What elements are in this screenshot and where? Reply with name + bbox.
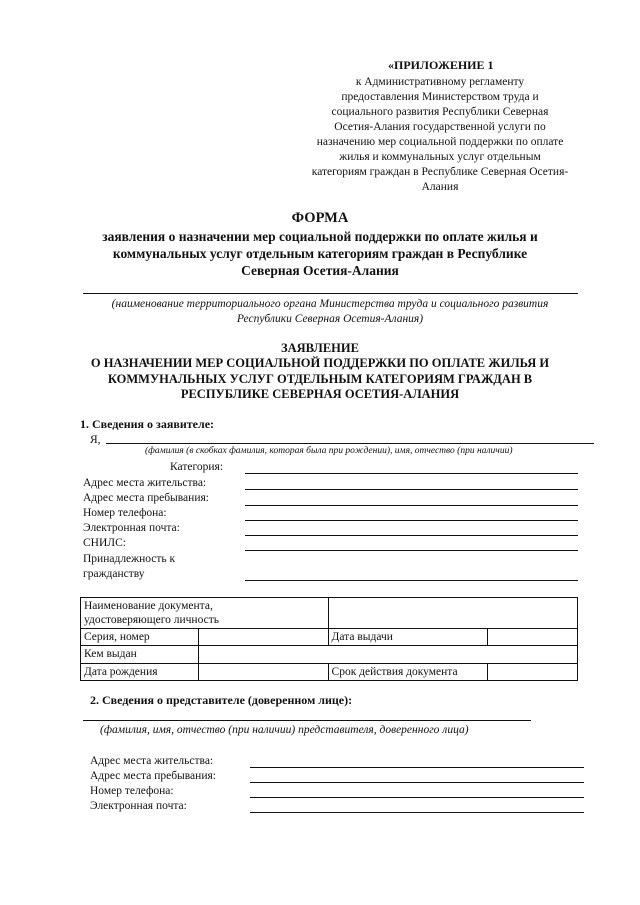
identity-document-table <box>80 597 578 681</box>
doc-name-label <box>81 598 329 629</box>
statement-title: ЗАЯВЛЕНИЕ <box>281 341 359 355</box>
rep-email-field[interactable] <box>250 812 584 813</box>
table-row <box>81 598 578 629</box>
appendix-line: Осетия-Алания государственной услуги по <box>334 121 546 133</box>
series-number-cell[interactable] <box>198 629 328 646</box>
doc-name-line: Наименование документа, <box>84 600 213 612</box>
appendix-line: назначению мер социальной поддержки по оплате <box>316 136 564 148</box>
form-subtitle-line: коммунальных услуг отдельным категориям граждан в Республике <box>112 246 528 261</box>
snils-label: СНИЛС: <box>83 537 126 549</box>
form-title: ФОРМА <box>291 210 349 226</box>
appendix-line: жилья и коммунальных услуг отдельным <box>339 151 541 163</box>
rep-residence-field[interactable] <box>250 767 584 768</box>
statement-line: КОММУНАЛЬНЫХ УСЛУГ ОТДЕЛЬНЫМ КАТЕГОРИЯМ ГРАЖДАН В <box>107 371 533 386</box>
validity-label: Срок действия документа <box>328 664 488 681</box>
name-caption: (фамилия (в скобках фамилия, которая была при рождении), имя, отчество (при наличии) <box>145 446 513 456</box>
i-label: Я, <box>90 434 101 446</box>
appendix-title: «ПРИЛОЖЕНИЕ 1 <box>388 58 494 72</box>
table-row <box>81 664 578 681</box>
statement-subtitle <box>40 356 600 403</box>
section2-heading: 2. Сведения о представителе (доверенном лице): <box>90 693 353 707</box>
issued-by-cell[interactable] <box>198 646 577 664</box>
appendix-text <box>290 75 590 195</box>
doc-name-cell[interactable] <box>328 598 577 629</box>
appendix-line: категориям граждан в Республике Северная Осетия- <box>311 166 569 178</box>
stay-address-label: Адрес места пребывания: <box>83 492 209 504</box>
email-label: Электронная почта: <box>83 522 180 534</box>
issued-by-label: Кем выдан <box>81 646 199 664</box>
rep-phone-field[interactable] <box>250 797 584 798</box>
table-row <box>81 629 578 646</box>
organ-caption <box>70 297 590 327</box>
statement-line: РЕСПУБЛИКЕ СЕВЕРНАЯ ОСЕТИЯ-АЛАНИЯ <box>180 387 460 401</box>
birth-date-label: Дата рождения <box>81 664 199 681</box>
citizenship-label-line: Принадлежность к <box>83 553 176 565</box>
statement-line: О НАЗНАЧЕНИИ МЕР СОЦИАЛЬНОЙ ПОДДЕРЖКИ ПО ОПЛАТЕ ЖИЛЬЯ И <box>90 356 550 370</box>
organ-line[interactable] <box>83 293 578 294</box>
appendix-line: к Административному регламенту <box>355 76 525 88</box>
issue-date-cell[interactable] <box>488 629 578 646</box>
form-subtitle-line: заявления о назначении мер социальной поддержки по оплате жилья и <box>102 229 538 244</box>
residence-address-field[interactable] <box>245 489 578 490</box>
series-number-label: Серия, номер <box>81 629 199 646</box>
representative-name-field[interactable] <box>83 720 531 721</box>
category-field[interactable] <box>245 473 578 474</box>
representative-caption: (фамилия, имя, отчество (при наличии) представителя, доверенного лица) <box>100 724 469 736</box>
citizenship-field[interactable] <box>245 580 578 581</box>
form-subtitle-line: Северная Осетия-Алания <box>241 263 399 278</box>
email-field[interactable] <box>245 535 578 536</box>
birth-date-cell[interactable] <box>198 664 328 681</box>
rep-phone-label: Номер телефона: <box>90 785 174 797</box>
organ-caption-line: (наименование территориального органа Министерства труда и социального развития <box>111 298 549 310</box>
validity-cell[interactable] <box>488 664 578 681</box>
residence-address-label: Адрес места жительства: <box>83 477 207 489</box>
issue-date-label: Дата выдачи <box>328 629 488 646</box>
stay-address-field[interactable] <box>245 505 578 506</box>
rep-residence-label: Адрес места жительства: <box>90 755 214 767</box>
phone-label: Номер телефона: <box>83 507 167 519</box>
phone-field[interactable] <box>245 520 578 521</box>
table-row <box>81 646 578 664</box>
snils-field[interactable] <box>245 550 578 551</box>
form-subtitle <box>60 228 580 279</box>
rep-stay-label: Адрес места пребывания: <box>90 770 216 782</box>
category-label: Категория: <box>170 461 224 473</box>
citizenship-label-line: гражданству <box>83 568 145 580</box>
doc-name-line: удостоверяющего личность <box>84 614 219 626</box>
rep-email-label: Электронная почта: <box>90 800 187 812</box>
appendix-line: Алания <box>421 181 459 193</box>
appendix-line: предоставления Министерством труда и <box>341 91 539 103</box>
appendix-line: социального развития Республики Северная <box>331 106 549 118</box>
organ-caption-line: Республики Северная Осетия-Алания) <box>236 313 424 325</box>
rep-stay-field[interactable] <box>250 782 584 783</box>
citizenship-label <box>83 552 175 582</box>
applicant-name-field[interactable] <box>106 443 594 444</box>
section1-heading: 1. Сведения о заявителе: <box>80 417 215 431</box>
